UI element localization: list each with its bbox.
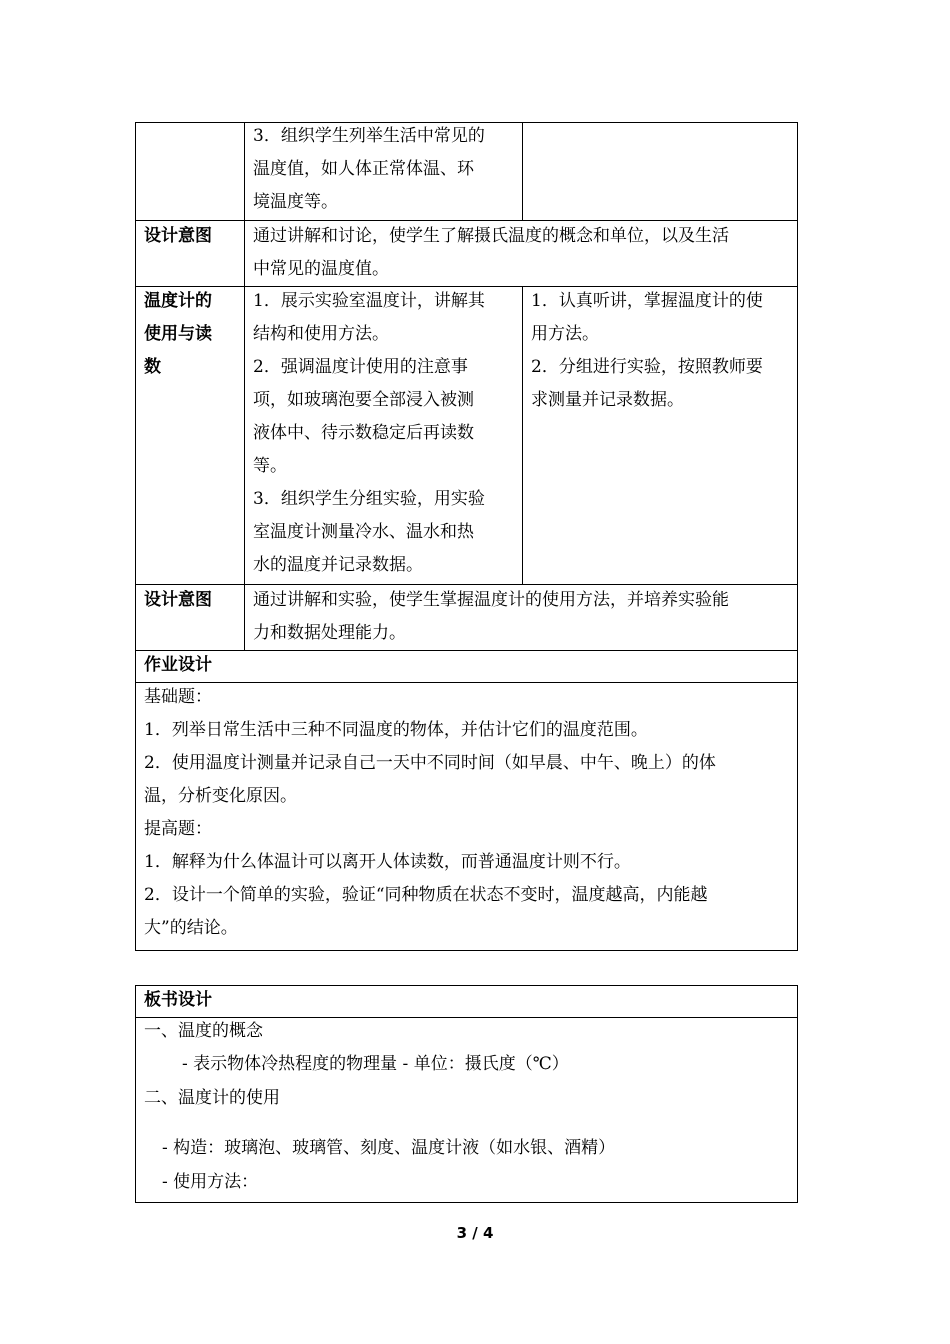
text-line: 1．展示实验室温度计，讲解其 bbox=[253, 291, 485, 311]
label-line: 使用与读 bbox=[144, 324, 212, 344]
design-intent-text bbox=[245, 584, 798, 650]
text-line: 液体中、待示数稳定后再读数 bbox=[253, 423, 474, 443]
text-line: 温，分析变化原因。 bbox=[144, 786, 297, 806]
text-line: 1．认真听讲，掌握温度计的使 bbox=[531, 291, 763, 311]
text-line: 温度值，如人体正常体温、环 bbox=[253, 159, 474, 179]
design-intent-label bbox=[136, 220, 244, 253]
text-line: - 构造：玻璃泡、玻璃管、刻度、温度计液（如水银、酒精） bbox=[162, 1138, 616, 1158]
text-line: 境温度等。 bbox=[253, 192, 338, 212]
section-label bbox=[136, 285, 244, 384]
board-line bbox=[154, 1132, 794, 1165]
teacher-activity-cell bbox=[245, 285, 522, 582]
label-text: 设计意图 bbox=[144, 590, 212, 610]
text-line: 等。 bbox=[253, 456, 287, 476]
text-line: 2．强调温度计使用的注意事 bbox=[253, 357, 468, 377]
text-line: 1．列举日常生活中三种不同温度的物体，并估计它们的温度范围。 bbox=[144, 720, 648, 740]
text-line: 大”的结论。 bbox=[144, 918, 238, 938]
title-text: 板书设计 bbox=[144, 990, 212, 1010]
text-line: - 表示物体冷热程度的物理量 - 单位：摄氏度（℃） bbox=[182, 1054, 569, 1074]
board-line bbox=[136, 1082, 798, 1115]
text-line: 用方法。 bbox=[531, 324, 599, 344]
text-line: 项，如玻璃泡要全部浸入被测 bbox=[253, 390, 474, 410]
text-line: 基础题： bbox=[144, 687, 212, 707]
text-line: 2．使用温度计测量并记录自己一天中不同时间（如早晨、中午、晚上）的体 bbox=[144, 753, 716, 773]
homework-title bbox=[136, 649, 798, 682]
label-text: 设计意图 bbox=[144, 226, 212, 246]
text-line: 1．解释为什么体温计可以离开人体读数，而普通温度计则不行。 bbox=[144, 852, 631, 872]
title-text: 作业设计 bbox=[144, 655, 212, 675]
board-line bbox=[154, 1166, 794, 1199]
text-line: - 使用方法： bbox=[162, 1172, 259, 1192]
text-line: 力和数据处理能力。 bbox=[253, 623, 406, 643]
board-title bbox=[136, 984, 798, 1017]
label-line: 数 bbox=[144, 357, 161, 377]
text-line: 3．组织学生列举生活中常见的 bbox=[253, 126, 485, 146]
text-line: 求测量并记录数据。 bbox=[531, 390, 684, 410]
text-line: 3．组织学生分组实验，用实验 bbox=[253, 489, 485, 509]
text-line: 2．分组进行实验，按照教师要 bbox=[531, 357, 763, 377]
text-line: 2．设计一个简单的实验，验证“同种物质在状态不变时，温度越高，内能越 bbox=[144, 885, 708, 905]
lesson-plan-table bbox=[135, 122, 798, 951]
board-line bbox=[174, 1048, 794, 1081]
board-line bbox=[136, 1015, 798, 1048]
page-number: 3 / 4 bbox=[456, 1224, 494, 1242]
label-line: 温度计的 bbox=[144, 291, 212, 311]
text-line: 提高题： bbox=[144, 819, 212, 839]
text-line: 水的温度并记录数据。 bbox=[253, 555, 423, 575]
text-line: 中常见的温度值。 bbox=[253, 259, 389, 279]
text-line: 室温度计测量冷水、温水和热 bbox=[253, 522, 474, 542]
student-activity-cell bbox=[523, 285, 798, 417]
text-line: 通过讲解和实验，使学生掌握温度计的使用方法，并培养实验能 bbox=[253, 590, 729, 610]
design-intent-label bbox=[136, 584, 244, 617]
column-divider bbox=[522, 123, 523, 220]
board-design-table bbox=[135, 985, 798, 1203]
text-line: 通过讲解和讨论，使学生了解摄氏温度的概念和单位，以及生活 bbox=[253, 226, 729, 246]
teacher-activity-cell bbox=[245, 120, 522, 219]
design-intent-text bbox=[245, 220, 798, 286]
homework-content bbox=[136, 681, 798, 945]
text-line: 一、温度的概念 bbox=[144, 1021, 263, 1041]
text-line: 结构和使用方法。 bbox=[253, 324, 389, 344]
text-line: 二、温度计的使用 bbox=[144, 1088, 280, 1108]
